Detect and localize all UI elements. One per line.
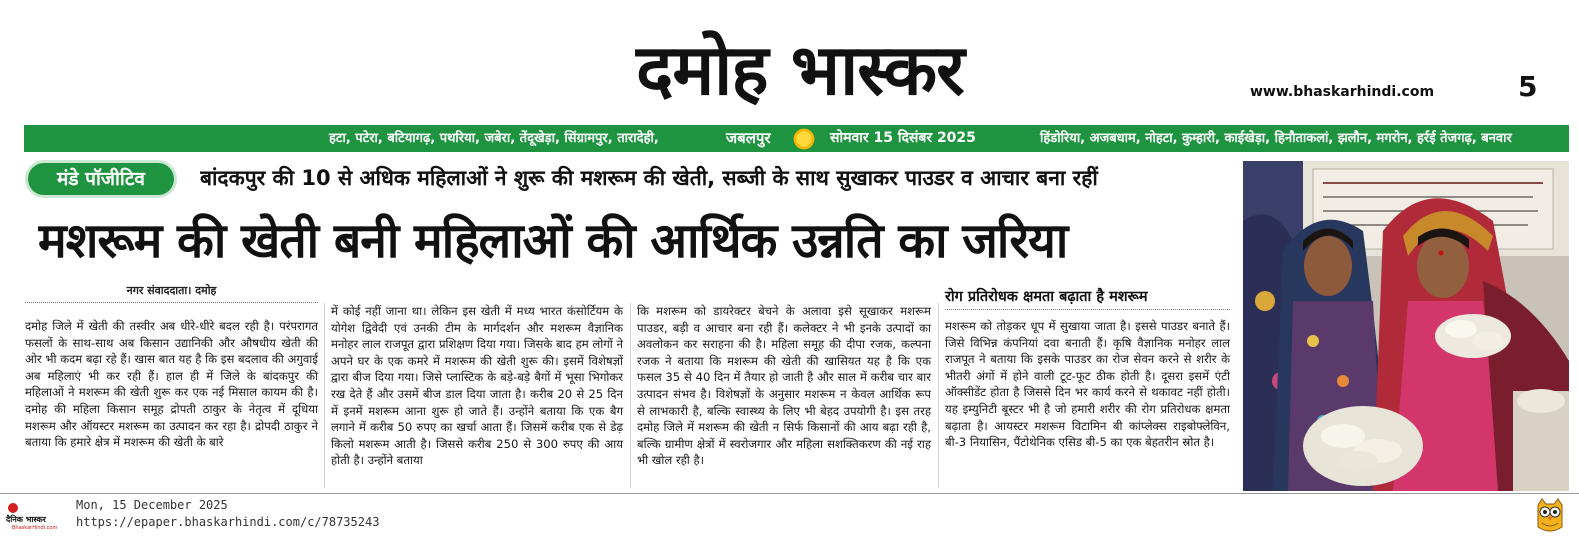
logo-dot-icon (8, 503, 18, 513)
footer-divider (0, 493, 1579, 494)
article-column-3: कि मशरूम को डायरेक्टर बेचने के अलावा इसे सूखाकर मशरूम पाउडर, बड़ी व आचार बना रही हैं। कलेक्टर ने भी इनके उत्पादों का अवलोकन कर सराहना की है। महिला समूह की दीपा रजक, कल्पना रजक ने बताया कि मशरूम की खेती की खासियत यह है कि एक फसल 35 से 40 दिन में तैयार हो जाती है और साल में करीब चार बार उत्पादन संभव है। विशेषज्ञों के अनुसार मशरूम न केवल आर्थिक रूप से लाभकारी है, बल्कि स्वास्थ्य के लिए भी बेहद उपयोगी है। इस तरह दमोह जिले में मशरूम की खेती न सिर्फ किसानों की आय बढ़ा रही है, बल्कि ग्रामीण क्षेत्रों में स्वरोजगार और महिला सशक्तिकरण की नई राह भी खोल रही है। (637, 304, 931, 468)
footer-url[interactable]: https://epaper.bhaskarhindi.com/c/78735243 (76, 515, 380, 529)
byline: नगर संवाददाता। दमोह (126, 284, 217, 297)
dainik-bhaskar-logo[interactable] (2, 500, 62, 532)
column-divider (324, 303, 325, 488)
page-number: 5 (1518, 70, 1538, 103)
footer-date: Mon, 15 December 2025 (76, 498, 228, 512)
sidebar-divider (945, 309, 1230, 310)
sun-icon (792, 127, 816, 151)
byline-divider (25, 302, 318, 303)
website-url[interactable]: www.bhaskarhindi.com (1250, 84, 1435, 100)
edition-date: सोमवार 15 दिसंबर 2025 (830, 130, 976, 146)
masthead (0, 0, 1579, 122)
column-divider (938, 303, 939, 488)
section-badge: मंडे पॉजीटिव (25, 160, 177, 198)
article-kicker: बांदकपुर की 10 से अधिक महिलाओं ने शुरू की मशरूम की खेती, सब्जी के साथ सुखाकर पाउडर व आचार बना रहीं (200, 166, 1098, 190)
article-column-2: में कोई नहीं जाना था। लेकिन इस खेती में मध्य भारत कंसोर्टियम के योगेश द्विवेदी एवं उनकी टीम के मार्गदर्शन और मशरूम वैज्ञानिक मनोहर लाल राजपूत द्वारा प्रशिक्षण दिया गया। जिसके बाद हम लोगों ने अपने घर के एक कमरे में मशरूम की खेती शुरू की। इसमें विशेषज्ञों द्वारा बीज दिया गया। जिसे प्लास्टिक के बड़े-बड़े बैगों में भूसा भिगोकर रख देते हैं और उसमें बीज डाल दिया जाता है। करीब 20 से 25 दिन में इनमें मशरूम आना शुरू हो जाते हैं। उन्होंने बताया कि एक बैग लगाने में करीब 50 रुपए का खर्चा आता हैं। जिसमें करीब एक से डेढ़ किलो मशरूम आती है। जिससे करीब 250 से 300 रुपए की आय होती है। उन्होंने बताया (331, 304, 623, 468)
column-divider (630, 303, 631, 488)
article-headline: मशरूम की खेती बनी महिलाओं की आर्थिक उन्नति का जरिया (38, 213, 1068, 269)
logo-subtext: BhaskarHindi.com (12, 525, 58, 531)
dateline-bar (24, 125, 1569, 152)
edition-city: जबलपुर (726, 129, 771, 147)
newspaper-title: दमोह भास्कर (636, 29, 964, 111)
article-column-1: दमोह जिले में खेती की तस्वीर अब धीरे-धीरे बदल रही है। परंपरागत फसलों के साथ-साथ अब किसान उद्यानिकी और औषधीय खेती की ओर भी कदम बढ़ा रहे हैं। खास बात यह है कि इस बदलाव की अगुवाई अब महिलाएं भी कर रही हैं। हाल ही में जिले के बांदकपुर की महिलाओं ने मशरूम की खेती शुरू कर एक नई मिसाल कायम की है। दमोह की महिला किसान समूह द्रोपती ठाकुर के नेतृत्व में दूधिया मशरूम और ऑयस्टर मशरूम का उत्पादन कर रहा है। द्रोपदी ठाकुर ने बताया कि हमारे क्षेत्र में मशरूम की खेती के बारे (25, 319, 318, 450)
owl-mascot-icon (1532, 497, 1568, 535)
region-places-right: हिंडोरिया, अजबधाम, नोहटा, कुम्हारी, काईखेड़ा, हिनौताकलां, झलौन, मगरोन, हर्रई तेजगढ़, बनवार (1040, 131, 1512, 146)
sidebar-title: रोग प्रतिरोधक क्षमता बढ़ाता है मशरूम (945, 289, 1148, 305)
region-places-left: हटा, पटेरा, बटियागढ़, पथरिया, जबेरा, तेंदूखेड़ा, सिंग्रामपुर, तारादेही, (329, 131, 659, 146)
logo-text: दैनिक भास्कर (6, 515, 46, 524)
article-photo (1243, 161, 1569, 491)
sidebar-text: मशरूम को तोड़कर धूप में सुखाया जाता है। इससे पाउडर बनाते हैं। जिसे विभिन्न कंपनियां दवा बनाती हैं। कृषि वैज्ञानिक मनोहर लाल राजपूत ने बताया कि इसके पाउडर का रोज सेवन करने से शरीर के भीतरी अंगों में होने वाली टूट-फूट ठीक होती है। दूसरा इसमें एंटी ऑक्सीडेंट होता है जिससे दिन भर कार्य करने से थकावट नहीं होती। यह इम्युनिटी बूस्टर भी है जो हमारी शरीर की रोग प्रतिरोधक क्षमता बढ़ाता है। आयस्टर मशरूम विटामिन बी कांप्लेक्स राइबोफ्लेविन, बी-3 नियासिन, पैंटोथेनिक एसिड बी-5 का एक बेहतरीन स्रोत है। (945, 319, 1230, 450)
